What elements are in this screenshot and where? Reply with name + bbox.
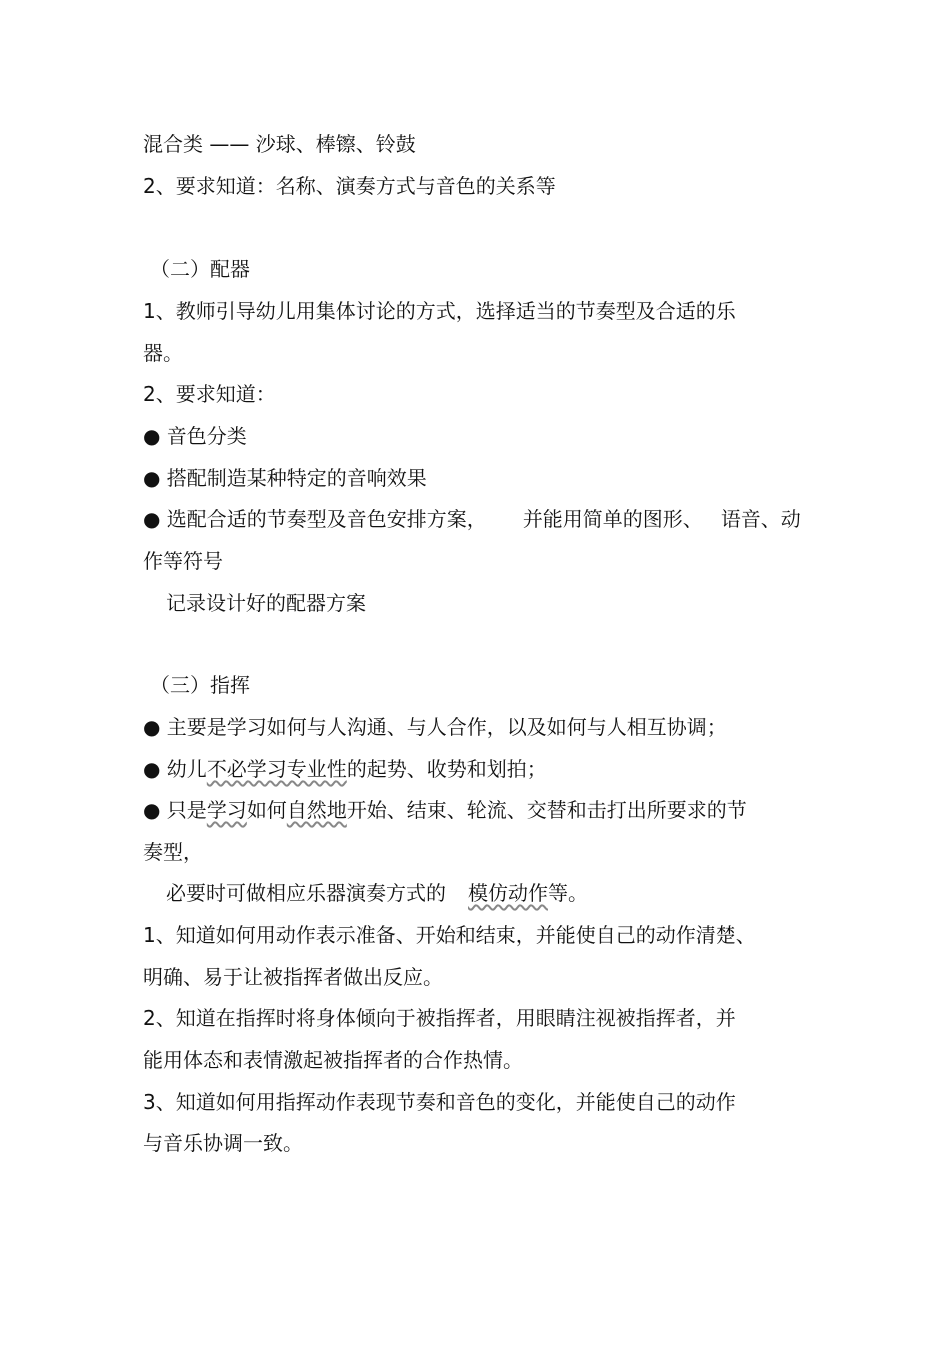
bullet-item [143,506,801,532]
bullet-text: ● 只是 [143,798,207,822]
bullet-item: ● 音色分类 [143,424,247,448]
paragraph-line: 1、教师引导幼儿用集体讨论的方式，选择适当的节奏型及合适的乐 [143,299,736,323]
underlined-text: 不必学习专业性 [206,757,347,781]
numbered-item-continued: 能用体态和表情激起被指挥者的合作热情。 [143,1048,523,1072]
paragraph-line: 作等符号 [143,549,223,573]
paragraph-line: 记录设计好的配器方案 [166,591,366,615]
bullet-item [143,797,747,823]
bullet-text: 并能用简单的图形、 [522,507,703,531]
underlined-text: 学习 [206,798,247,822]
bullet-text: 的起势、收势和划拍； [346,757,547,781]
requirement-line: 2、要求知道：名称、演奏方式与音色的关系等 [143,174,556,198]
numbered-item: 1、知道如何用动作表示准备、开始和结束，并能使自己的动作清楚、 [143,923,756,947]
section-heading-conducting: （三）指挥 [150,673,250,697]
underlined-text: 自然地 [286,798,347,822]
bullet-text: ● 选配合适的节奏型及音色安排方案， [143,507,487,531]
section-heading-orchestration: （二）配器 [150,257,250,281]
paragraph-line [166,880,588,906]
paragraph-text: 必要时可做相应乐器演奏方式的 [166,881,446,905]
bullet-text: ● 幼儿 [143,757,207,781]
underlined-text: 模仿动作 [468,881,548,905]
paragraph-line: 2、要求知道： [143,382,276,406]
percussion-mixed-line: 混合类 —— 沙球、棒镲、铃鼓 [143,132,416,156]
numbered-item: 3、知道如何用指挥动作表现节奏和音色的变化，并能使自己的动作 [143,1090,736,1114]
paragraph-line: 奏型， [143,840,203,864]
paragraph-line: 器。 [143,341,183,365]
bullet-text: 如何 [246,798,287,822]
numbered-item: 2、知道在指挥时将身体倾向于被指挥者，用眼睛注视被指挥者，并 [143,1006,736,1030]
paragraph-text: 等。 [548,881,588,905]
bullet-item [143,756,547,782]
bullet-text: 开始、结束、轮流、交替和击打出所要求的节 [346,798,747,822]
numbered-item-continued: 与音乐协调一致。 [143,1131,303,1155]
numbered-item-continued: 明确、易于让被指挥者做出反应。 [143,965,443,989]
bullet-item: ● 主要是学习如何与人沟通、与人合作，以及如何与人相互协调； [143,715,727,739]
bullet-text: 语音、动 [720,507,801,531]
bullet-item: ● 搭配制造某种特定的音响效果 [143,466,427,490]
